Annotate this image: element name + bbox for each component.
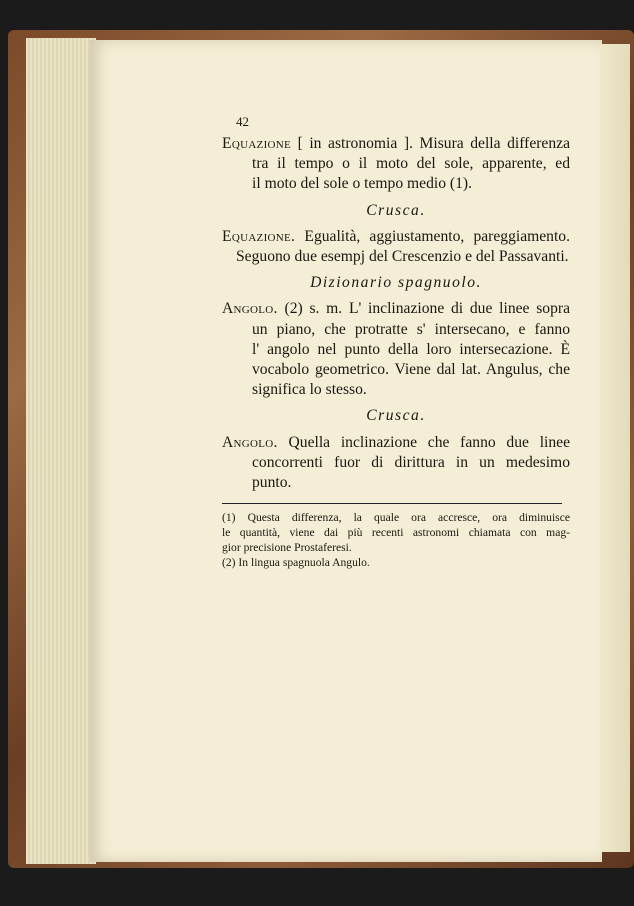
right-page-edge — [600, 44, 630, 852]
section-heading: Dizionario spagnuolo. — [310, 274, 482, 292]
text-line: significa lo stesso. — [252, 381, 367, 399]
footnote-line: gior precisione Prostaferesi. — [222, 541, 352, 555]
section-heading: Crusca. — [366, 407, 426, 425]
page-text — [222, 134, 570, 570]
section-heading: Crusca. — [366, 201, 426, 219]
page-edges — [26, 38, 96, 864]
footnote-line: (2) In lingua spagnuola Angulo. — [222, 556, 370, 570]
text-line: concorrenti fuor di dirittura in un medesimo — [252, 453, 570, 471]
headword: Angolo. — [222, 433, 278, 451]
text-line: vocabolo geometrico. Viene dal lat. Angulus, che — [252, 361, 570, 379]
text-line: tra il tempo o il moto del sole, apparente, ed — [252, 155, 570, 173]
headword: Equazione — [222, 135, 292, 152]
text-line: Equazione [ in astronomia ]. Misura della differenza — [222, 135, 570, 152]
text-line: il moto del sole o tempo medio (1). — [252, 175, 473, 193]
text-line: un piano, che protratte s' intersecano, e fanno — [252, 320, 570, 338]
headword: Angolo. — [222, 300, 278, 318]
text-line: Equazione. Egualità, aggiustamento, pareggiamento. — [222, 227, 570, 245]
text-line: Angolo. Quella inclinazione che fanno due linee — [222, 433, 570, 451]
headword: Equazione. — [222, 227, 296, 245]
page-number: 42 — [236, 114, 249, 129]
text-line: l' angolo nel punto della loro intersecazione. È — [252, 340, 570, 358]
footnote-rule — [222, 503, 562, 504]
text-line: punto. — [252, 474, 292, 492]
text-line: Seguono due esempj del Crescenzio e del Passavanti. — [236, 248, 569, 266]
footnote-line: le quantità, viene dai più recenti astronomi chiamata con mag- — [222, 526, 570, 540]
footnotes — [222, 510, 570, 570]
text-line: Angolo. (2) s. m. L' inclinazione di due linee sopra — [222, 300, 570, 318]
footnote-line: (1) Questa differenza, la quale ora accresce, ora diminuisce — [222, 511, 570, 525]
